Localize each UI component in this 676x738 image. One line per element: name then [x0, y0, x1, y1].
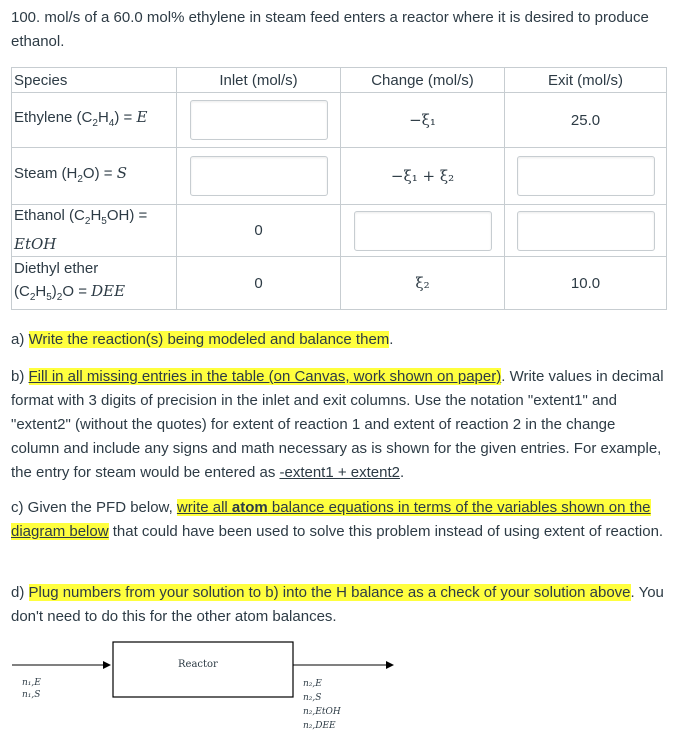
pfd-diagram — [0, 635, 676, 738]
part-b: b) Fill in all missing entries in the table (on Canvas, work shown on paper). Write values in decimal format with 3 digits of precision in the inlet and exit columns. Use the notation "extent1" and "extent2" (without the quotes) for extent of reaction 1 and extent of reaction 2 in the change column and include any signs and math necessary as is shown for the given entries. For example, the entry for steam would be entered as -extent1 + extent2. — [11, 368, 664, 481]
change-ethanol-input[interactable] — [354, 211, 492, 251]
change-ethylene-value: −ξ₁ — [409, 111, 436, 129]
header-exit: Exit (mol/s) — [505, 68, 667, 93]
inlet-ethanol-value: 0 — [254, 222, 263, 239]
table-row-ethylene — [12, 93, 667, 148]
outlet-var-ethylene: n₂,E — [303, 679, 322, 689]
pfd-svg — [0, 635, 676, 738]
exit-dee-value: 10.0 — [570, 274, 601, 292]
table-row-steam — [12, 148, 667, 205]
table-row-diethyl-ether — [12, 257, 667, 310]
species-cell: Ethylene $(C_2H_4) = E$ — [12, 93, 177, 148]
outlet-var-ethanol: n₂,EtOH — [303, 707, 341, 717]
reactor-label: Reactor — [178, 659, 218, 670]
inlet-steam-input[interactable] — [190, 156, 328, 196]
part-c: c) Given the PFD below, write all atom balance equations in terms of the variables shown on the diagram below that could have been used to solve this problem instead of using extent of reaction. — [11, 499, 664, 540]
change-dee-value: ξ₂ — [415, 274, 430, 292]
exit-steam-input[interactable] — [517, 156, 655, 196]
outlet-var-dee: n₂,DEE — [303, 721, 336, 731]
outlet-var-steam: n₂,S — [303, 693, 322, 703]
problem-intro: 100. mol/s of a 60.0 mol% ethylene in steam feed enters a reactor where it is desired to produce ethanol. — [11, 9, 649, 50]
species-table — [11, 67, 667, 310]
header-change: Change (mol/s) — [341, 68, 505, 93]
exit-ethylene-value: 25.0 — [570, 111, 601, 129]
inlet-dee-value: 0 — [254, 274, 263, 292]
change-steam-value: −ξ₁ + ξ₂ — [390, 167, 455, 185]
table-row-ethanol — [12, 205, 667, 257]
part-d: d) Plug numbers from your solution to b) into the H balance as a check of your solution above. You don't need to do this for the other atom balances. — [11, 584, 664, 625]
exit-ethanol-input[interactable] — [517, 211, 655, 251]
species-cell: Diethyl ether $(C_2H_5)_2O$ = DEE — [12, 257, 177, 310]
header-inlet: Inlet (mol/s) — [177, 68, 341, 93]
header-species: Species — [12, 68, 177, 93]
species-cell: Steam $(H_2O) = S$ — [12, 148, 177, 205]
table-header-row — [12, 68, 667, 93]
inlet-var-ethylene: n₁,E — [22, 678, 41, 688]
part-a: a) Write the reaction(s) being modeled and balance them. — [11, 331, 394, 348]
inlet-ethylene-input[interactable] — [190, 100, 328, 140]
species-cell: Ethanol $(C_2H_5OH)$ = EtOH — [12, 205, 177, 257]
inlet-var-steam: n₁,S — [22, 690, 41, 700]
